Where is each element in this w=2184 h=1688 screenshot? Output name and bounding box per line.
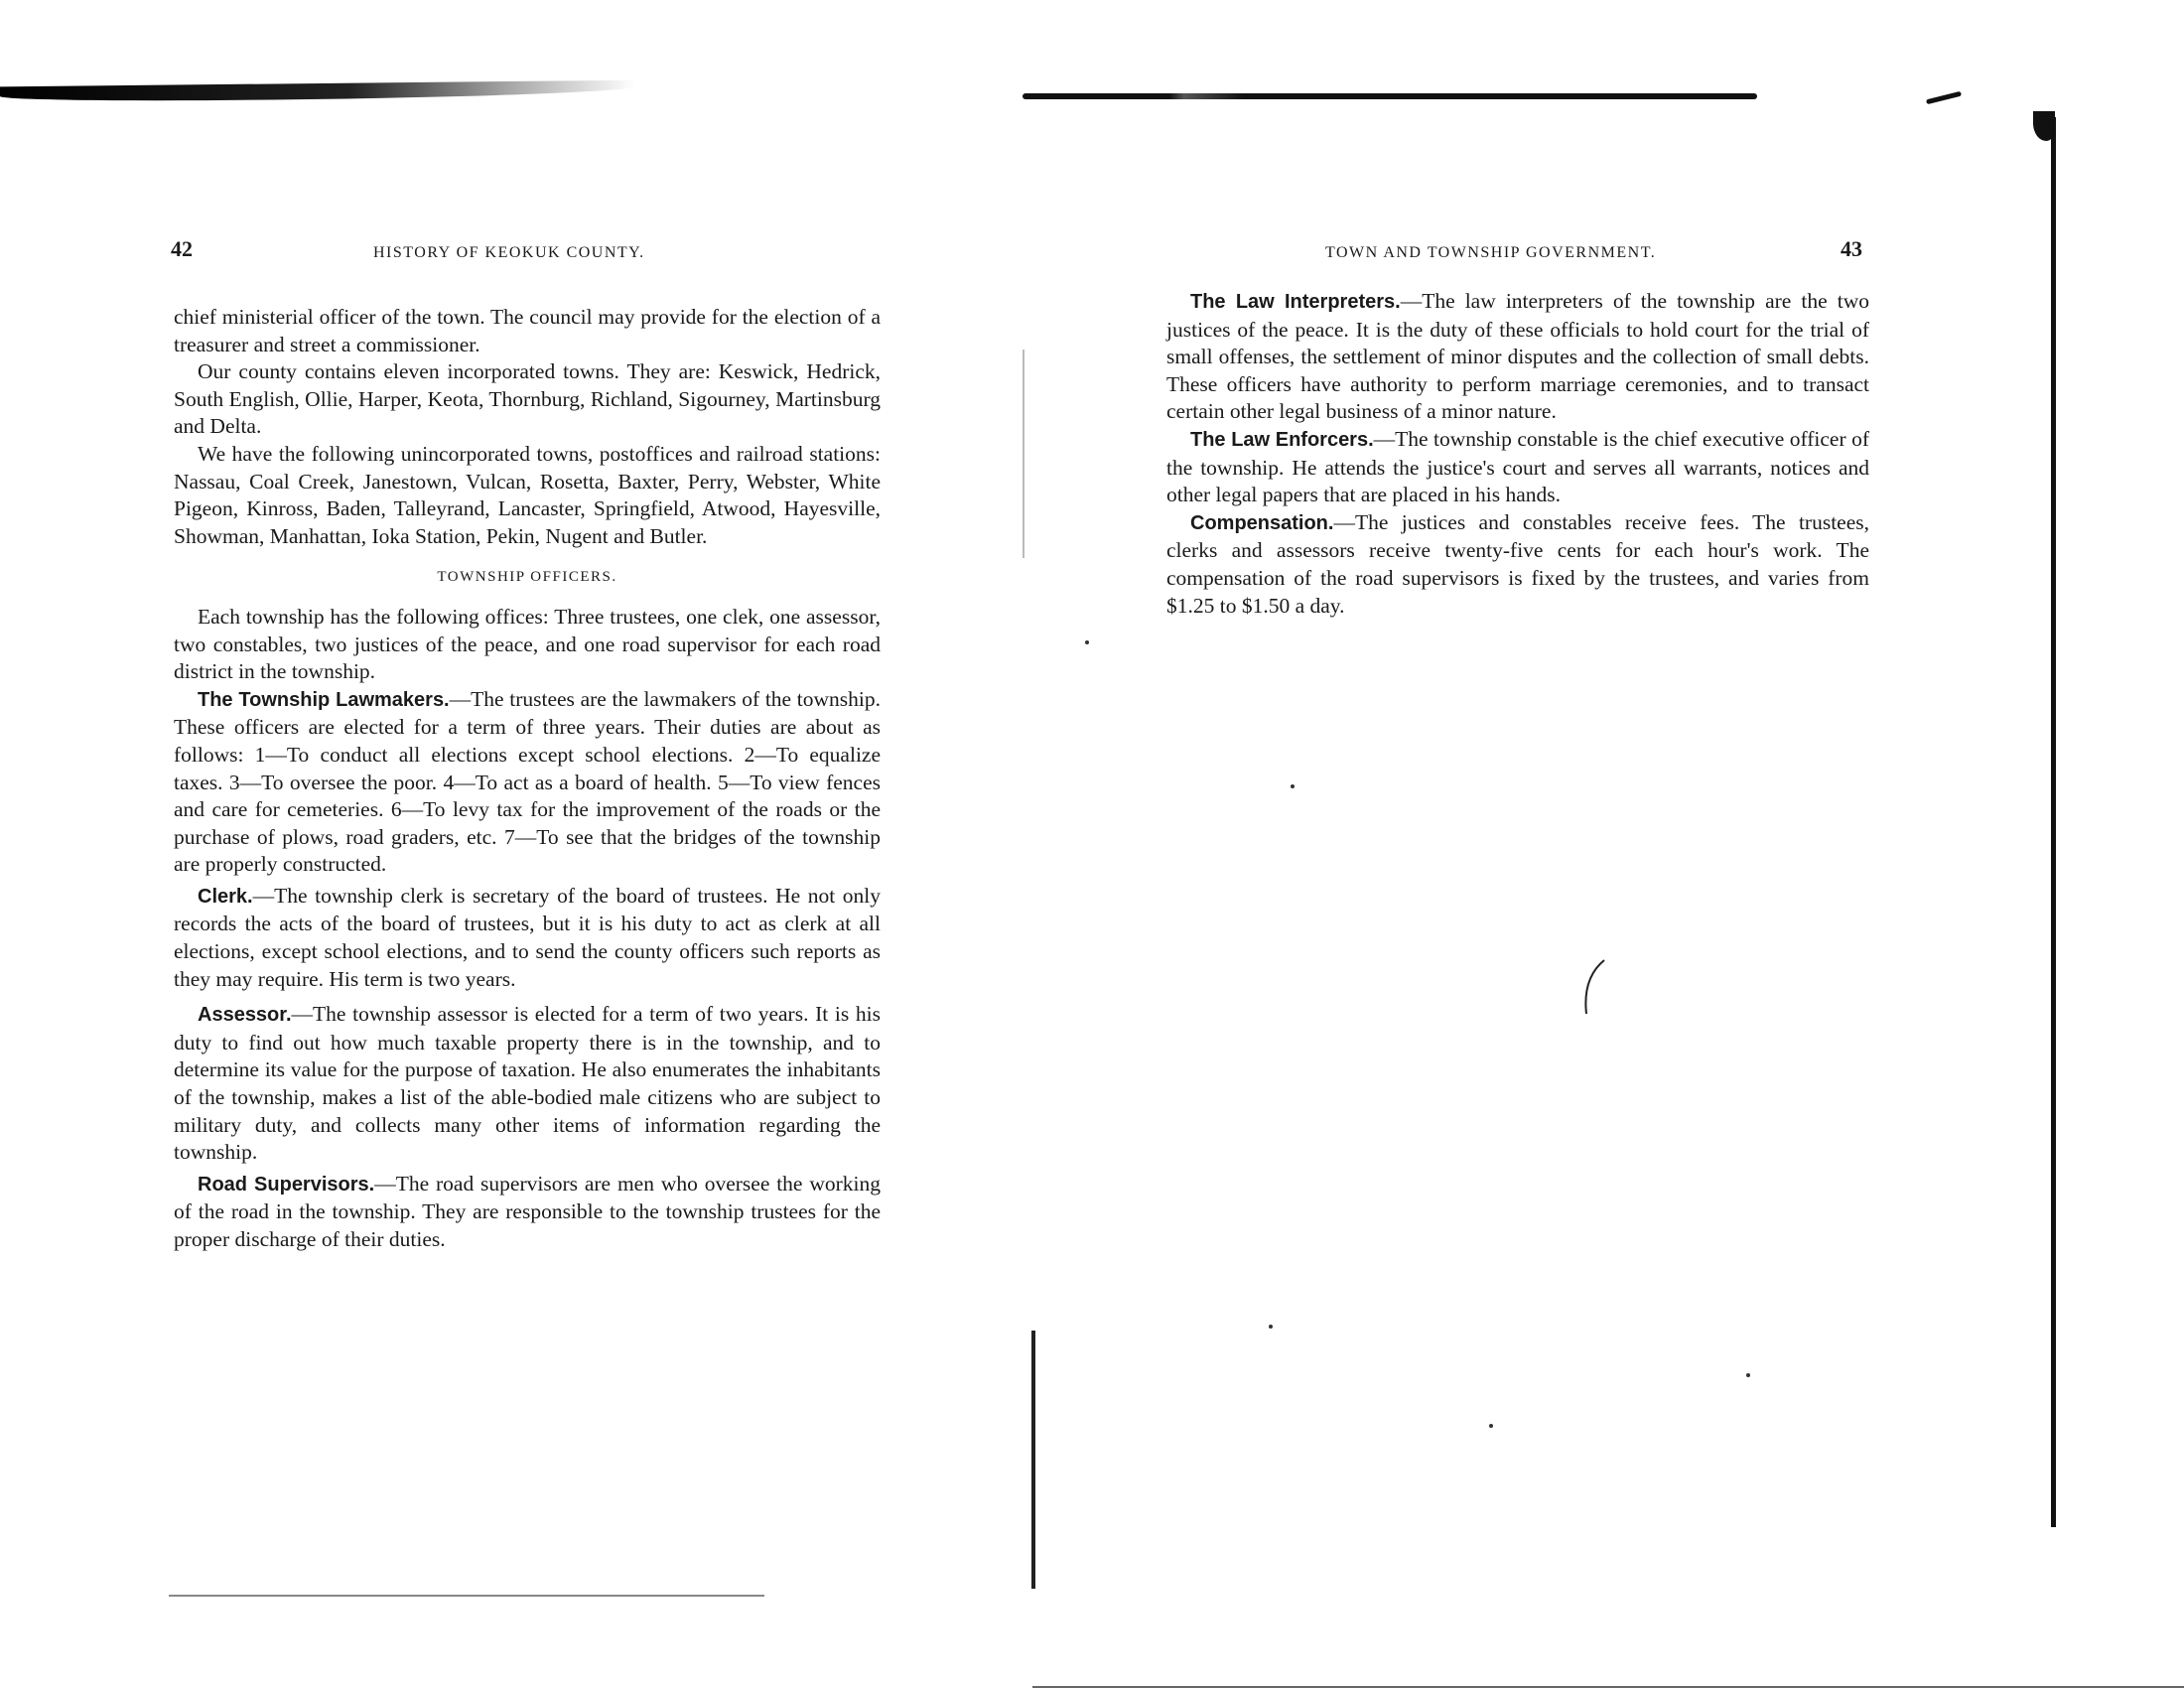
paragraph-compensation [1166,509,1869,620]
lead-road-supervisors: Road Supervisors. [198,1173,375,1196]
lead-law-interpreters: The Law Interpreters. [1190,291,1401,313]
lead-law-enforcers: The Law Enforcers. [1190,428,1374,451]
text-township-lawmakers: —The trustees are the lawmakers of the township. These officers are elected for a term of three years. Their duties are about as follows: 1—To conduct all elections except school elections. 2—To equalize taxes. 3—To oversee the poor. 4—To act as a board of health. 5—To view fences and care for cemeteries. 6—To levy tax for the improvement of the roads or the purchase of plows, road graders, etc. 7—To see that the bridges of the township are properly constructed. [174,686,881,877]
paragraph-clerk [174,883,881,993]
paragraph-council: chief ministerial officer of the town. The council may provide for the election of a treasurer and street a commissioner. [174,305,881,356]
pen-mark [1578,958,1608,1018]
paragraph-township-offices: Each township has the following offices: Three trustees, one clek, one assessor, two constables, two justices of the peace, and one road supervisor for each road district in the township. [174,604,881,684]
text-compensation: —The justices and constables receive fees. The trustees, clerks and assessors receive twenty-five cents for each hour's work. The compensation of the road supervisors is fixed by the trustees, and varies from $1.25 to $1.50 a day. [1166,509,1869,618]
paragraph-assessor [174,1001,881,1167]
right-running-head: TOWN AND TOWNSHIP GOVERNMENT. [1325,244,1657,261]
paragraph-law-enforcers [1166,426,1869,509]
paragraph-unincorporated-towns: We have the following unincorporated towns, postoffices and railroad stations: Nassau, Coal Creek, Janestown, Vulcan, Rosetta, Baxter, Perry, Webster, White Pigeon, Kinross, Baden, Talleyrand, Lancaster, Springfield, Atwood, Hayesville, Showman, Manhattan, Ioka Station, Pekin, Nugent and Butler. [174,441,881,548]
left-body-text [174,304,881,1254]
paragraph-incorporated-towns: Our county contains eleven incorporated towns. They are: Keswick, Hedrick, South English, Ollie, Harper, Keota, Thornburg, Richland, Sigourney, Martinsburg and Delta. [174,359,881,439]
text-law-enforcers: —The township constable is the chief executive officer of the township. He attends the justice's court and serves all warrants, notices and other legal papers that are placed in his hands. [1166,426,1869,507]
lead-clerk: Clerk. [198,885,253,908]
lead-township-lawmakers: The Township Lawmakers. [198,688,450,711]
paragraph-lawmakers [174,686,881,879]
right-body-text [1166,288,1869,620]
left-page [0,0,1032,1688]
paragraph-road-supervisors [174,1171,881,1254]
text-clerk: —The township clerk is secretary of the board of trustees. He not only records the acts of the board of trustees, but it is his duty to act as clerk at all elections, except school elections, and to send the county officers such reports as they may require. His term is two years. [174,883,881,991]
right-page-number: 43 [1841,236,1862,261]
left-page-number: 42 [171,236,193,261]
lead-assessor: Assessor. [198,1004,292,1027]
paragraph-law-interpreters [1166,288,1869,426]
section-heading-township-officers: TOWNSHIP OFFICERS. [437,569,617,586]
text-assessor: —The township assessor is elected for a term of two years. It is his duty to find out how much taxable property there is in the township, and to determine its value for the purpose of taxation. He also enumerates the inhabitants of the township, makes a list of the able-bodied male citizens who are subject to military duty, and collects many other items of information regarding the township. [174,1002,881,1165]
text-law-interpreters: —The law interpreters of the township are the two justices of the peace. It is the duty of these officials to hold court for the trial of small offenses, the settlement of minor disputes and the collection of small debts. These officers have authority to perform marriage ceremonies, and to transact certain other legal business of a minor nature. [1166,289,1870,424]
lead-compensation: Compensation. [1190,511,1334,534]
text-road-supervisors: —The road supervisors are men who oversee the working of the road in the township. They are responsible to the township trustees for the proper discharge of their duties. [174,1171,881,1251]
left-running-head: HISTORY OF KEOKUK COUNTY. [373,244,645,261]
right-page [1032,0,2184,1688]
